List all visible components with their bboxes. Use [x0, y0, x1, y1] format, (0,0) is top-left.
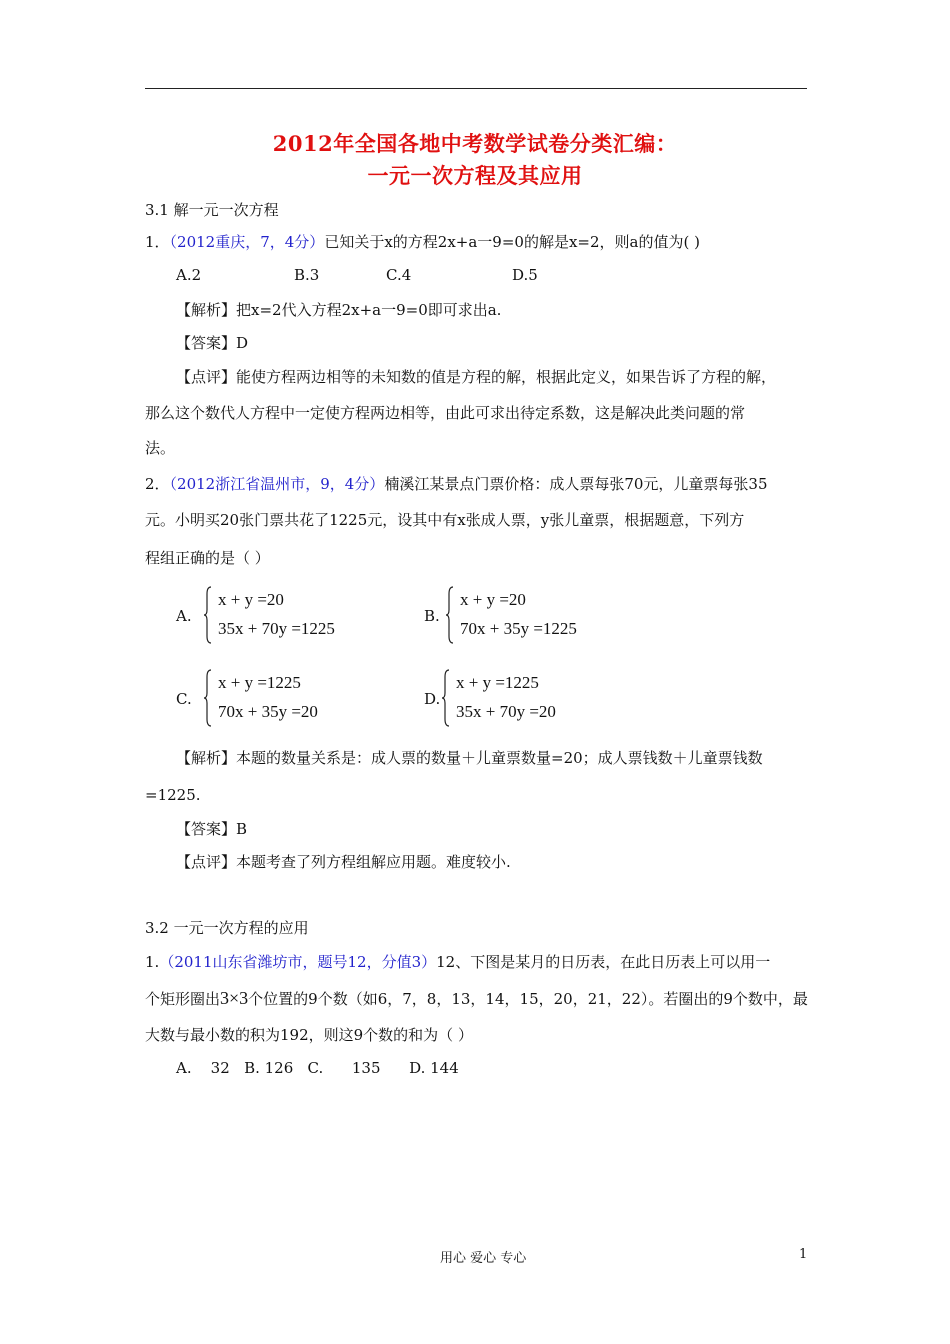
- equation-2: 35x + 70y =1225: [218, 619, 335, 638]
- equation-2: 35x + 70y =20: [456, 702, 556, 721]
- equation-2: 70x + 35y =20: [218, 702, 318, 721]
- question-source: （2011山东省潍坊市，题号12，分值3）: [159, 953, 437, 971]
- equation-1: x + y =20: [460, 590, 526, 609]
- equation-system-d: [442, 673, 642, 729]
- grid-size: 3×3: [220, 988, 249, 1008]
- brace-icon: [204, 669, 212, 727]
- option-c: C.4: [386, 266, 412, 284]
- doc-title-line1: 2012年全国各地中考数学试卷分类汇编：: [272, 131, 678, 156]
- option-a: A.2: [176, 266, 202, 284]
- footer-motto: 用心 爱心 专心: [440, 1251, 527, 1266]
- equation-1: x + y =1225: [456, 673, 539, 692]
- equation-system-b: [446, 590, 646, 646]
- comment-text-2: 那么这个数代人方程中一定使方程两边相等，由此可求出待定系数，这是解决此类问题的常: [145, 404, 746, 422]
- options-line: A. 32 B. 126 C. 135 D. 144: [176, 1059, 459, 1077]
- question-text: 个矩形圈出: [145, 990, 221, 1008]
- question-text: 已知关于x的方程2x+a一9=0的解是x=2，则a的值为( ): [324, 233, 700, 251]
- question-source: （2012重庆，7，4分）: [169, 233, 325, 251]
- equation-system-a: [204, 590, 404, 646]
- equation-system-c: [204, 673, 404, 729]
- question-number: 2．: [145, 475, 170, 493]
- brace-icon: [442, 669, 450, 727]
- question-1-stem: [145, 232, 700, 252]
- option-b: B.3: [294, 266, 320, 284]
- question-2-stem-3: 程组正确的是（ ）: [145, 549, 270, 567]
- question-1-stem-3: 大数与最小数的积为192，则这9个数的和为（ ）: [145, 1026, 473, 1044]
- doc-title-line2: 一元一次方程及其应用: [367, 163, 583, 188]
- analysis-text-1: 【解析】本题的数量关系是：成人票的数量＋儿童票数量=20；成人票钱数＋儿童票钱数: [176, 749, 763, 767]
- option-d: D.5: [512, 266, 538, 284]
- question-2-stem-1: [145, 474, 768, 494]
- option-b-label: B.: [424, 607, 440, 625]
- answer-text: 【答案】B: [176, 820, 248, 838]
- brace-icon: [204, 586, 212, 644]
- option-d-label: D.: [424, 690, 441, 708]
- question-2-stem-2: 元。小明买20张门票共花了1225元，设其中有x张成人票，y张儿童票，根据题意，下列方: [145, 511, 745, 529]
- option-c-label: C.: [176, 690, 192, 708]
- brace-icon: [446, 586, 454, 644]
- question-1-stem-2: [145, 988, 808, 1009]
- analysis-text-2: =1225.: [145, 786, 201, 804]
- comment-text: 【点评】本题考查了列方程组解应用题。难度较小.: [176, 853, 511, 871]
- answer-text: 【答案】D: [176, 334, 249, 352]
- section-heading-3-1: 3.1 解一元一次方程: [145, 201, 279, 219]
- question-text: 12、下图是某月的日历表，在此日历表上可以用一: [436, 953, 771, 971]
- section-heading-3-2: 3.2 一元一次方程的应用: [145, 919, 309, 937]
- equation-1: x + y =20: [218, 590, 284, 609]
- page-number: 1: [799, 1247, 808, 1262]
- question-number: 1.: [145, 953, 160, 971]
- comment-text-1: 【点评】能使方程两边相等的未知数的值是方程的解，根据此定义，如果告诉了方程的解，: [176, 368, 777, 386]
- question-1-stem-1: [145, 952, 770, 972]
- option-a-label: A.: [176, 607, 192, 625]
- question-source: （2012浙江省温州市，9，4分）: [169, 475, 385, 493]
- equation-2: 70x + 35y =1225: [460, 619, 577, 638]
- analysis-text: 【解析】把x=2代入方程2x+a一9=0即可求出a.: [176, 301, 502, 319]
- question-text: 个位置的9个数（如6，7，8，13，14，15，20，21，22）。若圈出的9个数中，最: [248, 990, 808, 1008]
- question-number: 1．: [145, 233, 170, 251]
- header-rule: [145, 88, 807, 89]
- question-text: 楠溪江某景点门票价格：成人票每张70元，儿童票每张35: [384, 475, 768, 493]
- comment-text-3: 法。: [145, 439, 176, 457]
- equation-1: x + y =1225: [218, 673, 301, 692]
